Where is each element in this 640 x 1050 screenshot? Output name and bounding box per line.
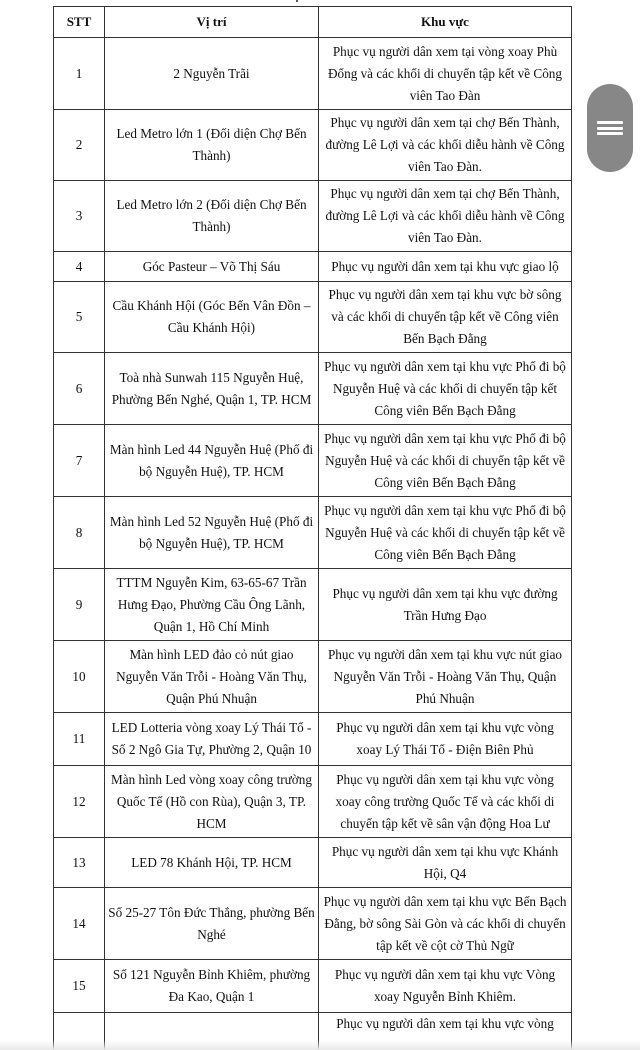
table-row (54, 960, 572, 1013)
row-stt: 2 (54, 110, 105, 181)
row-location: Toà nhà Sunwah 115 Nguyễn Huệ, Phường Bến Nghé, Quận 1, TP. HCM (105, 353, 319, 425)
row-stt: 3 (54, 181, 105, 252)
row-location: Led Metro lớn 2 (Đối diện Chợ Bến Thành) (105, 181, 319, 252)
row-location: 2 Nguyễn Trãi (105, 38, 319, 110)
row-stt: 8 (54, 497, 105, 569)
table-header-row (54, 7, 572, 38)
row-area: Phục vụ người dân xem tại khu vực vòng xoay Lý Thái Tổ - Điện Biên Phủ (319, 713, 572, 766)
row-area: Phục vụ người dân xem tại khu vực Phố đi bộ Nguyễn Huệ và các khối di chuyển tập kết về Công viên Bến Bạch Đằng (319, 425, 572, 497)
row-area: Phục vụ người dân xem tại khu vực Khánh Hội, Q4 (319, 838, 572, 888)
row-location: Góc Pasteur – Võ Thị Sáu (105, 252, 319, 282)
row-location: Màn hình Led vòng xoay công trường Quốc Tế (Hồ con Rùa), Quận 3, TP. HCM (105, 766, 319, 838)
row-area: Phục vụ người dân xem tại chợ Bến Thành, đường Lê Lợi và các khối diễu hành về Công viên Tao Đàn. (319, 181, 572, 252)
row-location: Cầu Khánh Hội (Góc Bến Vân Đồn – Cầu Khánh Hội) (105, 282, 319, 353)
row-stt: 10 (54, 641, 105, 713)
row-area: Phục vụ người dân xem tại khu vực đường Trần Hưng Đạo (319, 569, 572, 641)
row-area: Phục vụ người dân xem tại khu vực Phố đi bộ Nguyễn Huệ và các khối di chuyển tập kết về Công viên Bến Bạch Đằng (319, 497, 572, 569)
row-location: LED Lotteria vòng xoay Lý Thái Tổ - Số 2 Ngô Gia Tự, Phường 2, Quận 10 (105, 713, 319, 766)
table-row (54, 110, 572, 181)
row-location: TTTM Nguyễn Kim, 63-65-67 Trần Hưng Đạo, Phường Cầu Ông Lãnh, Quận 1, Hồ Chí Minh (105, 569, 319, 641)
row-location: Màn hình LED đảo cỏ nút giao Nguyễn Văn Trỗi - Hoàng Văn Thụ, Quận Phú Nhuận (105, 641, 319, 713)
row-area: Phục vụ người dân xem tại khu vực vòng (319, 1013, 572, 1050)
table-row (54, 766, 572, 838)
row-stt: 6 (54, 353, 105, 425)
header-location: Vị trí (105, 7, 319, 38)
table-row (54, 569, 572, 641)
header-area: Khu vực (319, 7, 572, 38)
row-stt: 7 (54, 425, 105, 497)
row-area: Phục vụ người dân xem tại khu vực giao lộ (319, 252, 572, 282)
row-area: Phục vụ người dân xem tại khu vực Bến Bạch Đằng, bờ sông Sài Gòn và các khối di chuyển tập kết về cột cờ Thủ Ngữ (319, 888, 572, 960)
row-stt: 1 (54, 38, 105, 110)
row-area: Phục vụ người dân xem tại khu vực bờ sông và các khối di chuyển tập kết về Công viên Bến Bạch Đằng (319, 282, 572, 353)
row-area: Phục vụ người dân xem tại chợ Bến Thành, đường Lê Lợi và các khối diễu hành về Công viên Tao Đàn. (319, 110, 572, 181)
floating-menu-button[interactable] (587, 84, 633, 172)
table-row (54, 181, 572, 252)
row-stt: 15 (54, 960, 105, 1013)
table-row (54, 252, 572, 282)
table-row (54, 497, 572, 569)
row-area: Phục vụ người dân xem tại khu vực nút giao Nguyễn Văn Trỗi - Hoàng Văn Thụ, Quận Phú Nhuận (319, 641, 572, 713)
row-area: Phục vụ người dân xem tại khu vực Vòng xoay Nguyễn Bỉnh Khiêm. (319, 960, 572, 1013)
row-stt: 12 (54, 766, 105, 838)
table-row (54, 888, 572, 960)
bottom-edge (0, 1040, 640, 1050)
table-row (54, 641, 572, 713)
table-row (54, 282, 572, 353)
table-row (54, 425, 572, 497)
row-area: Phục vụ người dân xem tại khu vực vòng xoay công trường Quốc Tế và các khối di chuyển tập kết về sân vận động Hoa Lư (319, 766, 572, 838)
row-stt: 4 (54, 252, 105, 282)
menu-icon (597, 121, 623, 135)
row-stt: 9 (54, 569, 105, 641)
table-row (54, 38, 572, 110)
row-area: Phục vụ người dân xem tại vòng xoay Phù Đổng và các khối di chuyển tập kết về Công viên Tao Đàn (319, 38, 572, 110)
row-location: Màn hình Led 52 Nguyễn Huệ (Phố đi bộ Nguyễn Huệ), TP. HCM (105, 497, 319, 569)
table-row (54, 838, 572, 888)
row-area: Phục vụ người dân xem tại khu vực Phố đi bộ Nguyễn Huệ và các khối di chuyển tập kết Công viên Bến Bạch Đằng (319, 353, 572, 425)
table-row (54, 713, 572, 766)
row-location: LED 78 Khánh Hội, TP. HCM (105, 838, 319, 888)
header-stt: STT (54, 7, 105, 38)
row-location: Màn hình Led 44 Nguyễn Huệ (Phố đi bộ Nguyễn Huệ), TP. HCM (105, 425, 319, 497)
page-mark (296, 0, 298, 2)
row-location: Số 121 Nguyễn Bỉnh Khiêm, phường Đa Kao, Quận 1 (105, 960, 319, 1013)
row-location: Led Metro lớn 1 (Đối diện Chợ Bến Thành) (105, 110, 319, 181)
row-stt: 14 (54, 888, 105, 960)
row-location: Số 25-27 Tôn Đức Thắng, phường Bến Nghé (105, 888, 319, 960)
table-row (54, 353, 572, 425)
row-stt: 13 (54, 838, 105, 888)
row-stt: 11 (54, 713, 105, 766)
row-stt: 5 (54, 282, 105, 353)
locations-table (53, 6, 572, 1050)
